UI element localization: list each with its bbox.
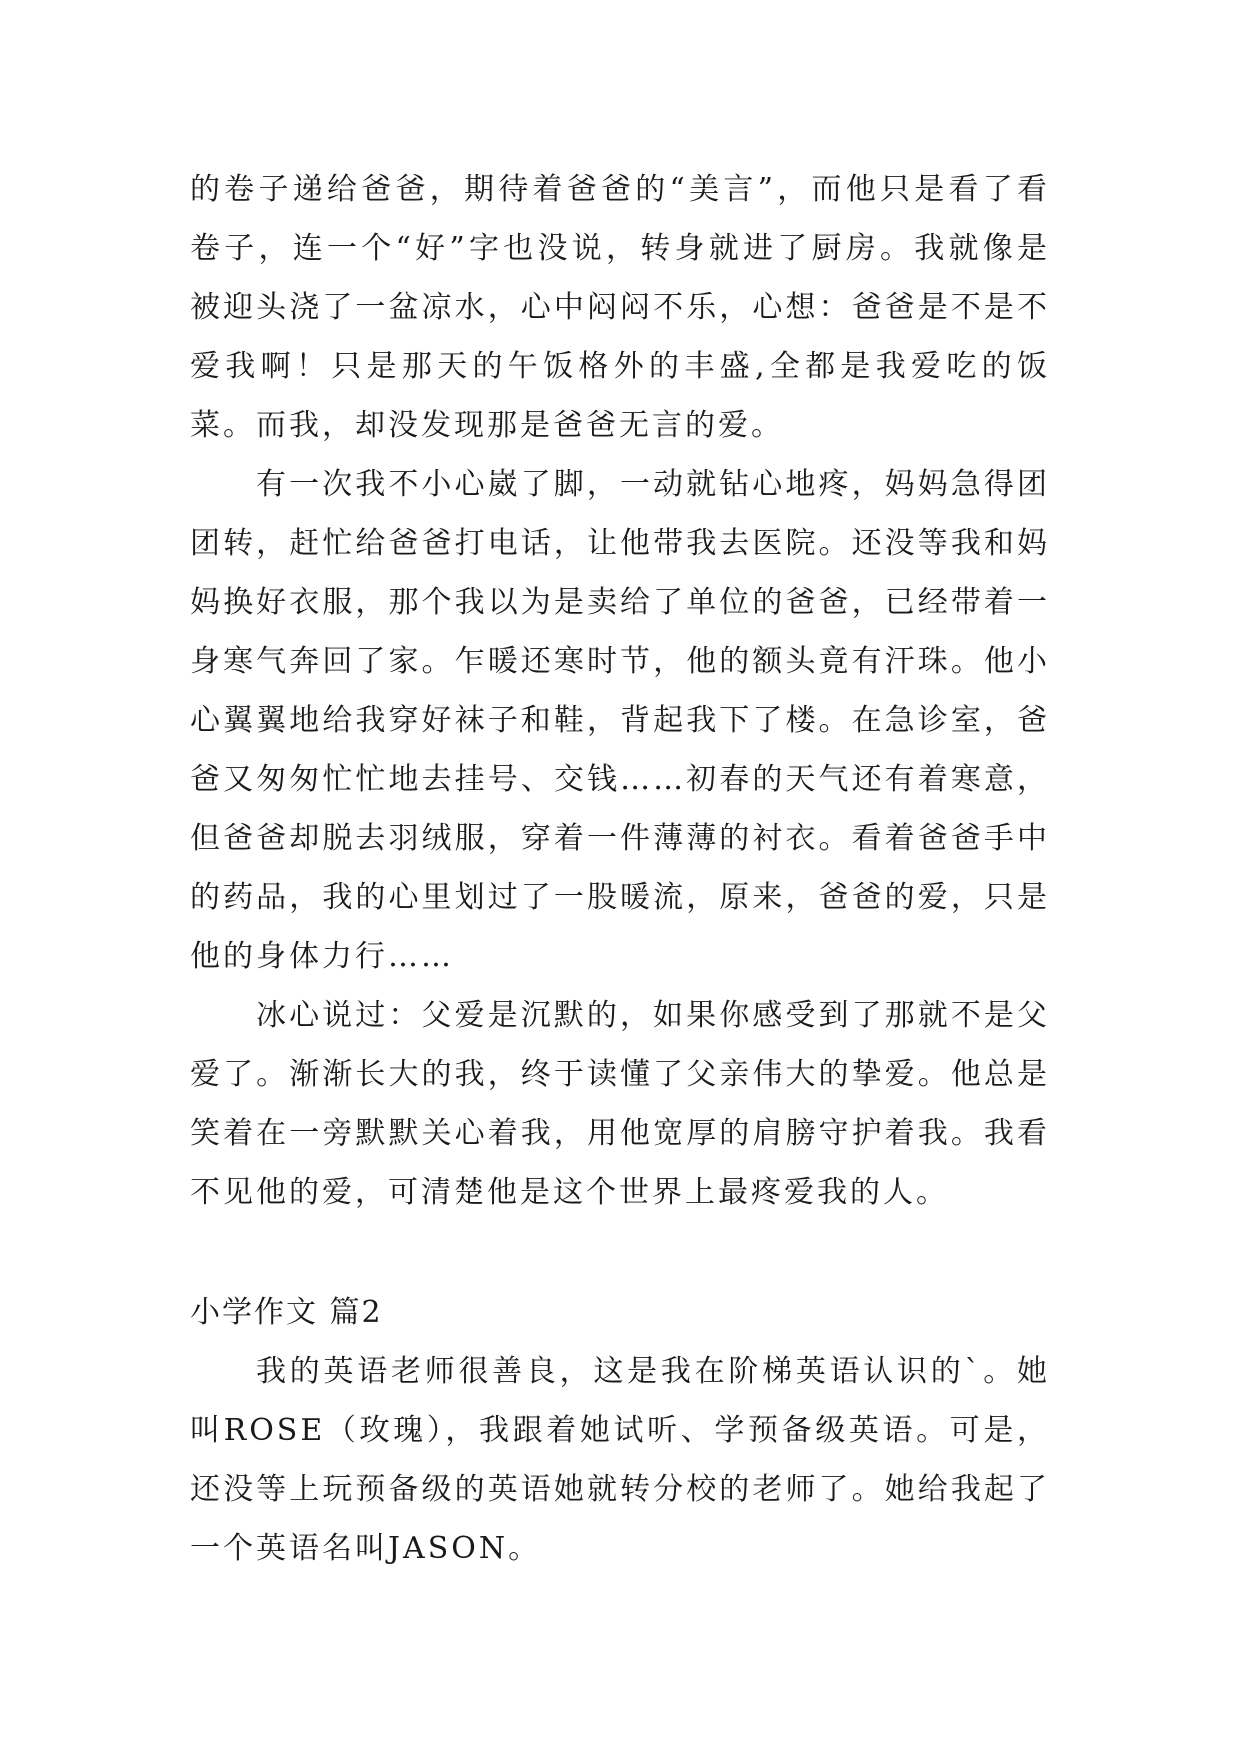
document-body	[190, 160, 1050, 1578]
paragraph-sprained-ankle: 有一次我不小心崴了脚，一动就钻心地疼，妈妈急得团团转，赶忙给爸爸打电话，让他带我去医院。还没等我和妈妈换好衣服，那个我以为是卖给了单位的爸爸，已经带着一身寒气奔回了家。乍暖还寒时节，他的额头竟有汗珠。他小心翼翼地给我穿好袜子和鞋，背起我下了楼。在急诊室，爸爸又匆匆忙忙地去挂号、交钱……初春的天气还有着寒意，但爸爸却脱去羽绒服，穿着一件薄薄的衬衣。看着爸爸手中的药品，我的心里划过了一股暖流，原来，爸爸的爱，只是他的身体力行……	[190, 467, 1050, 974]
paragraph-story-end: 的卷子递给爸爸，期待着爸爸的“美言”，而他只是看了看卷子，连一个“好”字也没说，转身就进了厨房。我就像是被迎头浇了一盆凉水，心中闷闷不乐，心想：爸爸是不是不爱我啊！只是那天的午饭格外的丰盛,全都是我爱吃的饭菜。而我，却没发现那是爸爸无言的爱。	[190, 172, 1050, 443]
section-title: 小学作文 篇2	[190, 1295, 383, 1330]
paragraph-english-teacher: 我的英语老师很善良，这是我在阶梯英语认识的`。她叫ROSE（玫瑰），我跟着她试听、学预备级英语。可是，还没等上玩预备级的英语她就转分校的老师了。她给我起了一个英语名叫JASON。	[190, 1354, 1050, 1566]
paragraph-bingxin-quote: 冰心说过：父爱是沉默的，如果你感受到了那就不是父爱了。渐渐长大的我，终于读懂了父亲伟大的挚爱。他总是笑着在一旁默默关心着我，用他宽厚的肩膀守护着我。我看不见他的爱，可清楚他是这个世界上最疼爱我的人。	[190, 998, 1050, 1210]
